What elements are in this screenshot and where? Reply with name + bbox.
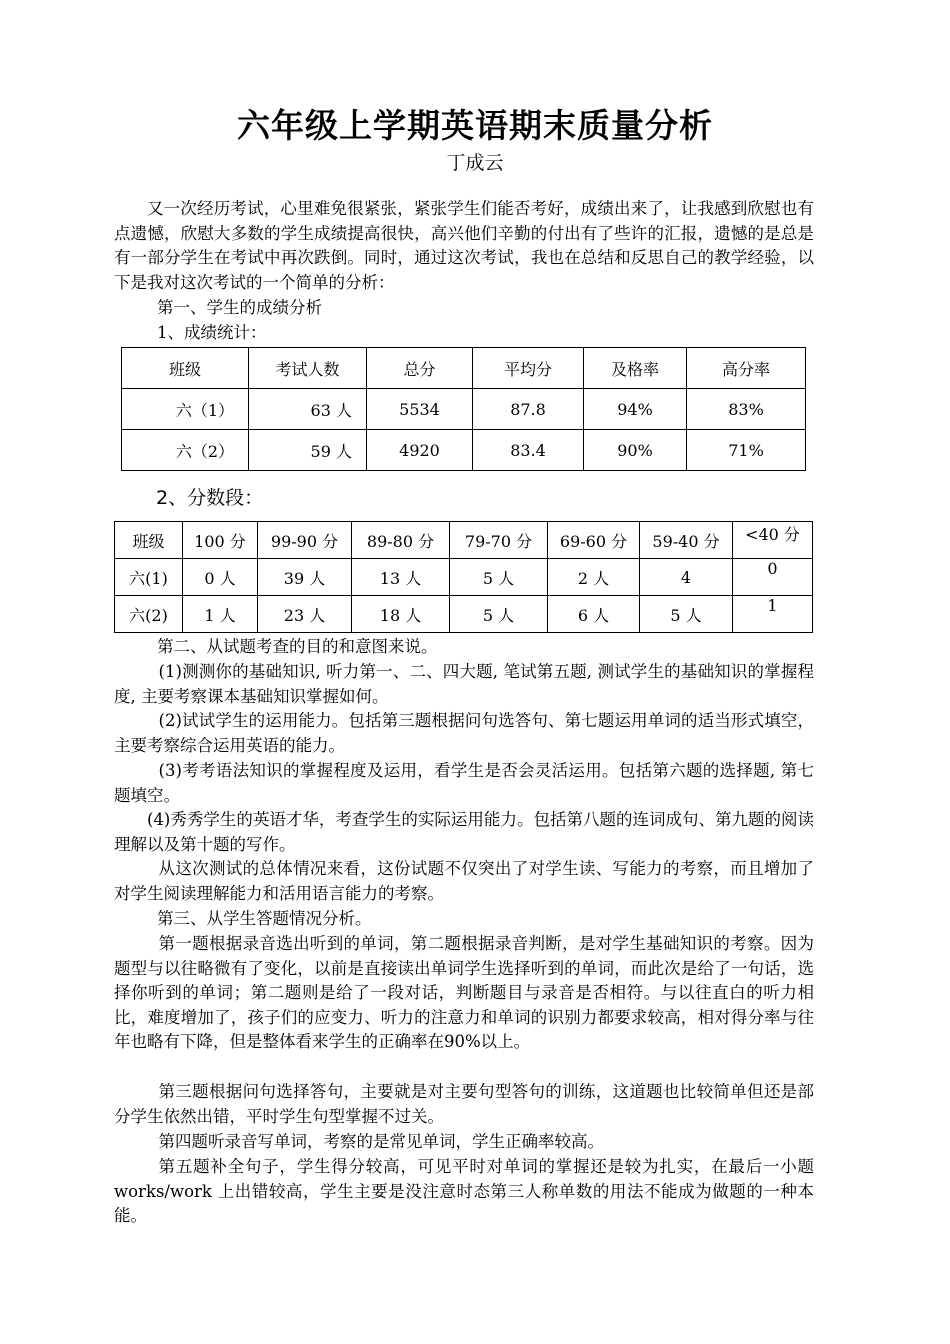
table-cell: 5534 (367, 389, 473, 430)
table-cell: 0 (733, 559, 813, 596)
table-row (115, 596, 813, 633)
score-stats-table (121, 347, 806, 471)
section-heading-1: 第一、学生的成绩分析 (157, 298, 322, 317)
table-cell: 94% (584, 389, 687, 430)
section-heading-2: 第二、从试题考查的目的和意图来说。 (157, 637, 438, 656)
section-heading-3: 第三、从学生答题情况分析。 (157, 909, 372, 928)
document-title: 六年级上学期英语期末质量分析 (237, 106, 713, 145)
body-paragraph: 第五题补全句子，学生得分较高，可见平时对单词的掌握还是较为扎实，在最后一小题 works/work 上出错较高，学生主要是没注意时态第三人称单数的用法不能成为做题的一种本能。 (114, 1157, 814, 1225)
body-paragraph: 第三题根据问句选择答句，主要就是对主要句型答句的训练，这道题也比较简单但还是部分学生依然出错，平时学生句型掌握不过关。 (114, 1082, 814, 1126)
body-paragraph: (2)试试学生的运用能力。包括第三题根据问句选答句、第七题运用单词的适当形式填空， 主要考察综合运用英语的能力。 (114, 711, 814, 755)
table-header-cell: 89-80 分 (352, 522, 450, 559)
table-cell: 2 人 (548, 559, 640, 596)
table-cell: 5 人 (450, 596, 548, 633)
table-cell: 83.4 (473, 430, 584, 471)
table-cell: 1 (733, 596, 813, 633)
table-header-cell: 班级 (122, 348, 249, 389)
table-cell: 5 人 (640, 596, 733, 633)
table-cell: 39 人 (258, 559, 352, 596)
table-header-cell: 100 分 (183, 522, 258, 559)
table-cell: 83% (687, 389, 806, 430)
table-cell: 23 人 (258, 596, 352, 633)
table-header-cell: 及格率 (584, 348, 687, 389)
intro-paragraph: 又一次经历考试，心里难免很紧张，紧张学生们能否考好，成绩出来了，让我感到欣慰也有点遗憾，欣慰大多数的学生成绩提高很快，高兴他们辛勤的付出有了些许的汇报，遗憾的是总是有一部分学生在考试中再次跌倒。同时，通过这次考试，我也在总结和反思自己的教学经验，以下是我对这次考试的一个简单的分析： (114, 199, 814, 292)
subheading-score-stats: 1、成绩统计： (157, 323, 267, 342)
table-cell: 13 人 (352, 559, 450, 596)
table-cell: 六(1) (115, 559, 183, 596)
table-header-cell: 总分 (367, 348, 473, 389)
body-paragraph: (4)秀秀学生的英语才华，考查学生的实际运用能力。包括第八题的连词成句、第九题的阅读理解以及第十题的写作。 (114, 810, 814, 854)
table-header-row (122, 348, 806, 389)
table-header-cell: 99-90 分 (258, 522, 352, 559)
table-cell: 4920 (367, 430, 473, 471)
table-cell: 6 人 (548, 596, 640, 633)
table-header-cell: 考试人数 (249, 348, 367, 389)
table-header-cell: 59-40 分 (640, 522, 733, 559)
table-cell: 0 人 (183, 559, 258, 596)
table-cell: 4 (640, 559, 733, 596)
table-header-cell: 平均分 (473, 348, 584, 389)
table-cell: 六（2） (122, 430, 249, 471)
table-row (115, 559, 813, 596)
table-header-row (115, 522, 813, 559)
table-cell: 18 人 (352, 596, 450, 633)
table-cell: 59 人 (249, 430, 367, 471)
table-cell: 5 人 (450, 559, 548, 596)
body-paragraph: 第一题根据录音选出听到的单词，第二题根据录音判断，是对学生基础知识的考察。因为题型与以往略微有了变化，以前是直接读出单词学生选择听到的单词，而此次是给了一句话，选择你听到的单词；第二题则是给了一段对话，判断题目与录音是否相符。与以往直白的听力相比，难度增加了，孩子们的应变力、听力的注意力和单词的识别力都要求较高，相对得分率与往年也略有下降，但是整体看来学生的正确率在90%以上。 (114, 934, 814, 1051)
table-cell: 1 人 (183, 596, 258, 633)
table-cell: 六(2) (115, 596, 183, 633)
body-paragraph: (3)考考语法知识的掌握程度及运用，看学生是否会灵活运用。包括第六题的选择题, 第七题填空。 (114, 761, 814, 805)
score-bands-table (114, 521, 813, 633)
table-header-cell: 79-70 分 (450, 522, 548, 559)
table-row (122, 389, 806, 430)
table-cell: 63 人 (249, 389, 367, 430)
table-header-cell: 班级 (115, 522, 183, 559)
table-header-cell: <40 分 (733, 522, 813, 559)
body-paragraph: 第四题听录音写单词，考察的是常见单词，学生正确率较高。 (158, 1132, 605, 1151)
table-cell: 90% (584, 430, 687, 471)
table-cell: 87.8 (473, 389, 584, 430)
table-cell: 六（1） (122, 389, 249, 430)
table-row (122, 430, 806, 471)
table-cell: 71% (687, 430, 806, 471)
body-paragraph: 从这次测试的总体情况来看，这份试题不仅突出了对学生读、写能力的考察，而且增加了对学生阅读理解能力和活用语言能力的考察。 (114, 859, 814, 903)
body-paragraph: (1)测测你的基础知识, 听力第一、二、四大题, 笔试第五题, 测试学生的基础知识的掌握程度, 主要考察课本基础知识掌握如何。 (114, 662, 814, 706)
author-name: 丁成云 (446, 152, 504, 174)
table-header-cell: 高分率 (687, 348, 806, 389)
subheading-score-bands: 2、分数段： (156, 487, 264, 509)
table-header-cell: 69-60 分 (548, 522, 640, 559)
